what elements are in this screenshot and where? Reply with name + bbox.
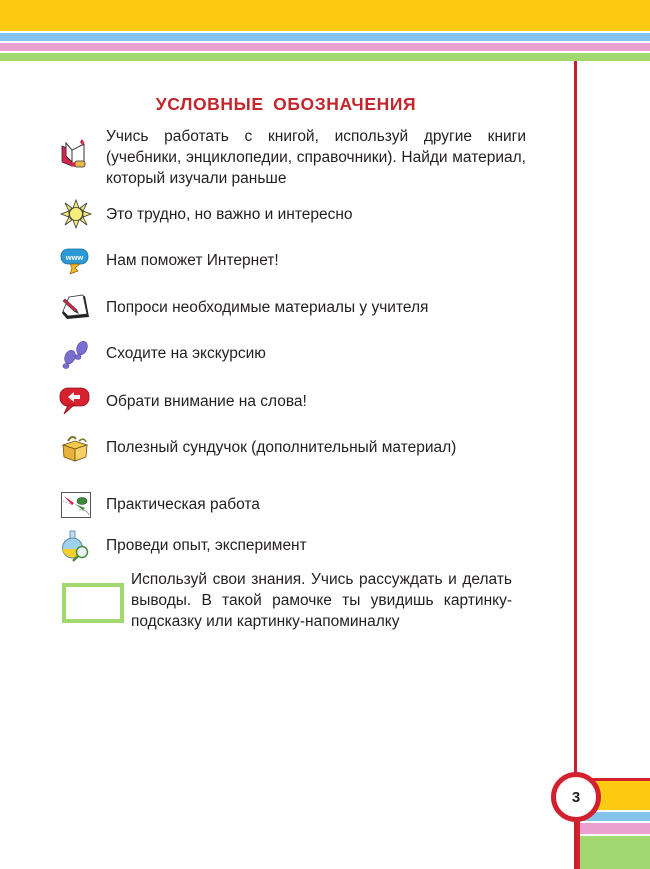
corner-stripe-green [580, 836, 650, 869]
legend-text: Нам поможет Интернет! [106, 252, 279, 269]
header-stripe-green [0, 53, 650, 61]
legend-text: Учись работать с книгой, используй другие книги (учебники, энциклопедии, справочники). Найди материал, который изучали раньше [106, 128, 526, 187]
sun-icon [60, 199, 92, 229]
header-stripe-pink [0, 43, 650, 51]
header-stripe-blue [0, 33, 650, 41]
legend-text: Практическая работа [106, 496, 260, 513]
legend-text: Сходите на экскурсию [106, 345, 266, 362]
pencil-paper-icon [59, 293, 91, 323]
flask-magnifier-icon [60, 530, 92, 562]
header-stripe-yellow [0, 0, 650, 31]
book-icon [58, 138, 92, 170]
scissors-work-icon [61, 492, 91, 518]
page-title: УСЛОВНЫЕ ОБОЗНАЧЕНИЯ [155, 94, 417, 114]
green-frame-icon [62, 583, 124, 623]
corner-stripe-pink [580, 823, 650, 834]
legend-text: Обрати внимание на слова! [106, 393, 307, 410]
margin-line [574, 61, 577, 869]
legend-text: Попроси необходимые материалы у учителя [106, 299, 429, 316]
page-number: 3 [571, 788, 581, 806]
speech-arrow-icon [59, 387, 91, 417]
legend-text: Это трудно, но важно и интересно [106, 206, 353, 223]
legend-text: Используй свои знания. Учись рассуждать и делать выводы. В такой рамочке ты увидишь картинку-подсказку или картинку-напоминалку [131, 571, 512, 630]
legend-text: Проведи опыт, эксперимент [106, 537, 307, 554]
page-number-badge [551, 772, 601, 822]
www-icon [60, 248, 90, 276]
svg-text:www: www [65, 253, 84, 262]
chest-icon [60, 433, 90, 463]
legend-text: Полезный сундучок (дополнительный материал) [106, 439, 457, 456]
footprints-icon [60, 340, 90, 370]
